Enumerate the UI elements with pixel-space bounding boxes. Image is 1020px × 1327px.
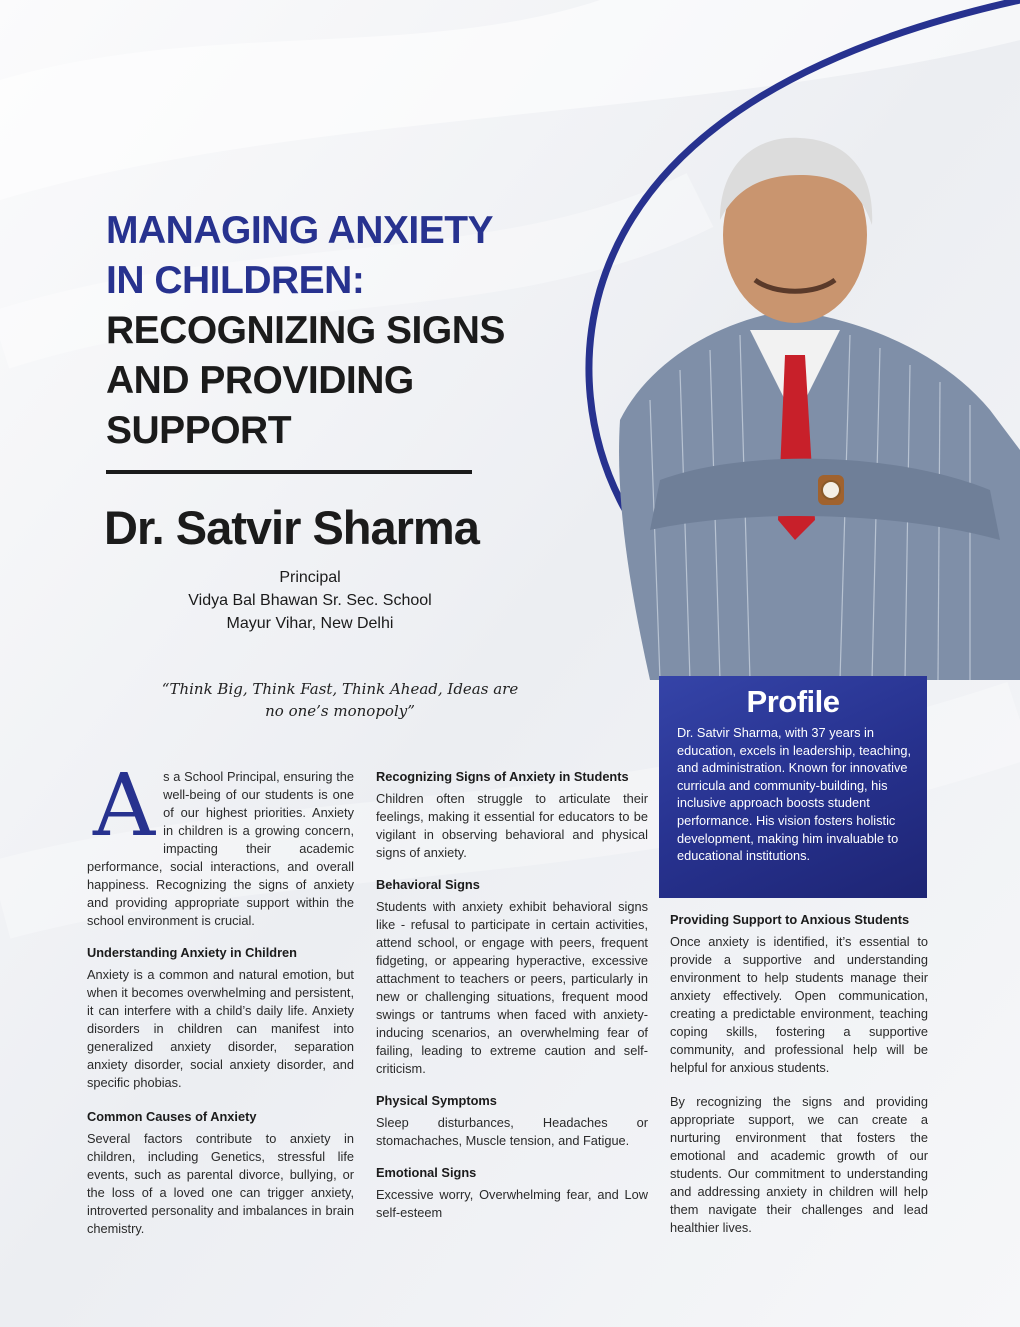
profile-heading: Profile [746, 684, 840, 719]
section-heading: Emotional Signs [376, 1165, 477, 1180]
intro-paragraph [87, 756, 354, 930]
section-heading: Understanding Anxiety in Children [87, 945, 297, 960]
title-line: AND PROVIDING [106, 359, 414, 402]
column-3 [670, 911, 928, 1237]
section-text: Sleep disturbances, Headaches or stomachaches, Muscle tension, and Fatigue. [376, 1115, 648, 1148]
section-heading: Providing Support to Anxious Students [670, 912, 910, 927]
quote-line: no one’s monopoly” [265, 702, 415, 720]
title-divider [106, 470, 472, 474]
closing-paragraph: By recognizing the signs and providing appropriate support, we can create a nurturing environment that fosters the emotional and academic growth of our students. Our commitment to understanding and addressing anxiety in children will help them navigate their challenges and lead healthier lives. [670, 1094, 928, 1235]
section-text: Anxiety is a common and natural emotion, but when it becomes overwhelming and persistent, it can interfere with a child’s daily life. Anxiety disorders in children can manifest into generalized anxiety disorder, separation anxiety disorder, social anxiety disorder, and specific phobias. [87, 967, 354, 1090]
author-portrait [590, 120, 1020, 680]
section-text: Several factors contribute to anxiety in children, including Genetics, stressful life events, such as parental divorce, bullying, or the loss of a loved one can trigger anxiety, introverted personality and imbalances in brain chemistry. [87, 1131, 354, 1236]
title-line: IN CHILDREN: [106, 259, 365, 302]
title-line: MANAGING ANXIETY [106, 209, 494, 252]
author-name: Dr. Satvir Sharma [104, 501, 479, 554]
author-school: Vidya Bal Bhawan Sr. Sec. School [188, 592, 432, 609]
title-line: SUPPORT [106, 409, 292, 452]
profile-box [659, 676, 927, 898]
author-quote [120, 678, 560, 722]
profile-text: Dr. Satvir Sharma, with 37 years in education, excels in leadership, teaching, and administration. Known for innovative curricula and community-building, his inclusive approach boosts student performance. His vision fosters holistic development, making him invaluable to educational institutions. [677, 725, 912, 864]
author-role: Principal [279, 569, 341, 586]
section-heading: Recognizing Signs of Anxiety in Students [376, 769, 629, 784]
column-1 [87, 756, 354, 1238]
section-text: Excessive worry, Overwhelming fear, and Low self-esteem [376, 1187, 648, 1220]
drop-cap: A [93, 756, 156, 856]
column-2 [376, 768, 648, 1222]
title-line: RECOGNIZING SIGNS [106, 309, 505, 352]
quote-line: “Think Big, Think Fast, Think Ahead, Ideas are [161, 680, 519, 698]
intro-text: s a School Principal, ensuring the well-being of our students is one of our highest priorities. Anxiety in children is a growing concern, impacting their academic performance, social interactions, and overall happiness. Recognizing the signs of anxiety and providing appropriate support within the school environment is crucial. [87, 769, 354, 928]
section-heading: Physical Symptoms [376, 1093, 497, 1108]
author-details [130, 566, 490, 635]
section-text: Students with anxiety exhibit behavioral signs like - refusal to participate in certain activities, attend school, or engage with peers, frequent fidgeting, or appearing hyperactive, excessive attachment to teachers or peers, particularly in new or challenging situations, frequent mood swings or tantrums when faced with anxiety-inducing scenarios, an overwhelming fear of failing, leading to extreme caution and self-criticism. [376, 899, 648, 1076]
section-text: Children often struggle to articulate their feelings, making it essential for educators to be vigilant in observing behavioral and physical signs of anxiety. [376, 791, 648, 860]
section-heading: Common Causes of Anxiety [87, 1109, 257, 1124]
article-title [106, 206, 526, 456]
section-heading: Behavioral Signs [376, 877, 480, 892]
author-location: Mayur Vihar, New Delhi [226, 615, 394, 632]
section-text: Once anxiety is identified, it’s essential to provide a supportive and understanding environment to help students manage their anxiety effectively. Open communication, creating a predictable environment, teaching coping skills, fostering a supportive community, and professional help will be helpful for anxious students. [670, 934, 928, 1075]
